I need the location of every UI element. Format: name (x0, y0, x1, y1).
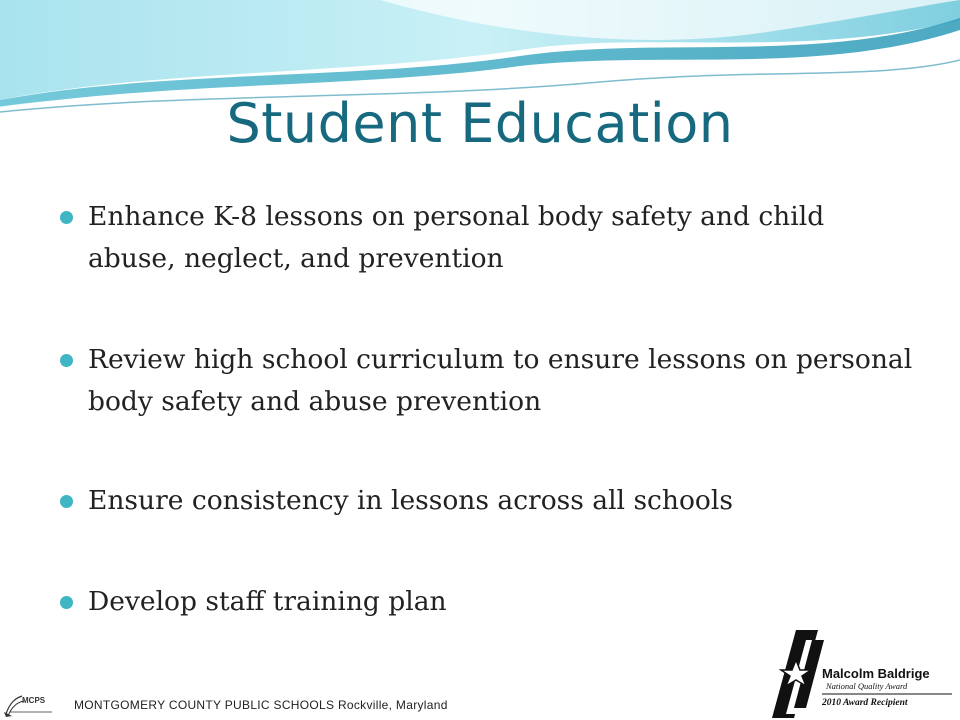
award-name: Malcolm Baldrige (822, 666, 930, 681)
award-subtitle: National Quality Award (826, 681, 908, 691)
award-year-label: 2010 Award Recipient (822, 698, 908, 708)
bullet-item (60, 480, 920, 522)
slide-title: Student Education (226, 92, 734, 155)
footer-org-text: MONTGOMERY COUNTY PUBLIC SCHOOLS Rockville, Maryland (74, 698, 448, 712)
bullet-text: Enhance K-8 lessons on personal body safety and child abuse, neglect, and prevention (88, 201, 825, 274)
bullet-item (60, 339, 920, 423)
mcps-logo-text: MCPS (22, 696, 46, 705)
bullet-dot-icon (60, 495, 73, 508)
bullet-dot-icon (60, 211, 73, 224)
bullet-dot-icon (60, 596, 73, 609)
bullet-item (60, 196, 920, 280)
bullet-text: Review high school curriculum to ensure lessons on personal body safety and abuse prevention (88, 344, 913, 417)
bullet-text: Develop staff training plan (88, 586, 447, 617)
bullet-dot-icon (60, 354, 73, 367)
bullet-text: Ensure consistency in lessons across all schools (88, 485, 733, 516)
bullet-item (60, 581, 920, 623)
